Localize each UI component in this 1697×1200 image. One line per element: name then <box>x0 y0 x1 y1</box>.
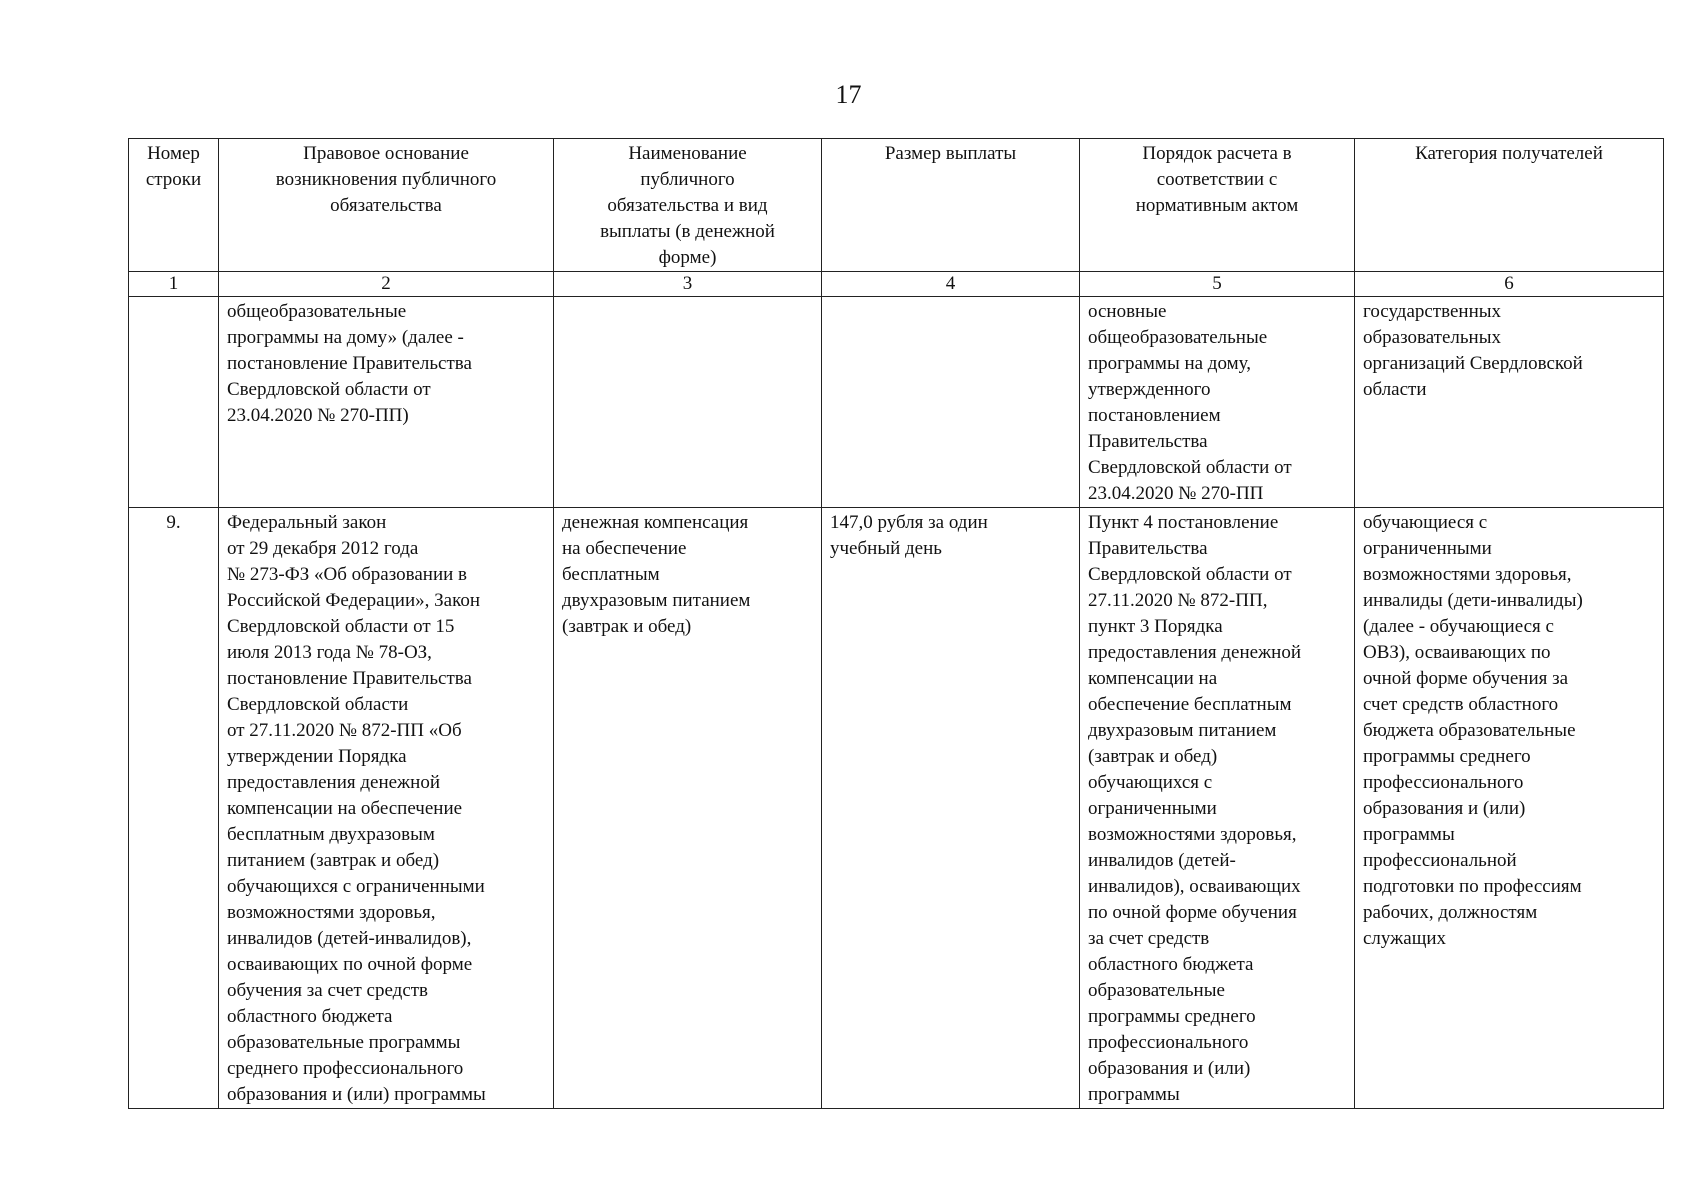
table-cell: основные общеобразовательные программы на дому, утвержденного постановлением Правительства Свердловской области от 23.04.2020 № 270-ПП <box>1080 297 1355 508</box>
table-cell: 9. <box>129 508 219 1109</box>
header-calculation-procedure: Порядок расчета в соответствии с нормативным актом <box>1080 139 1355 272</box>
header-row <box>129 139 1664 272</box>
table-cell: Федеральный закон от 29 декабря 2012 года № 273-ФЗ «Об образовании в Российской Федерации», Закон Свердловской области от 15 июля 2013 года № 78-ОЗ, постановление Правительства Свердловской области от 27.11.2020 № 872-ПП «Об утверждении Порядка предоставления денежной компенсации на обеспечение бесплатным двухразовым питанием (завтрак и обед) обучающихся с ограниченными возможностями здоровья, инвалидов (детей-инвалидов), осваивающих по очной форме обучения за счет средств областного бюджета образовательные программы среднего профессионального образования и (или) программы <box>219 508 554 1109</box>
header-obligation-name: Наименование публичного обязательства и вид выплаты (в денежной форме) <box>554 139 822 272</box>
table-cell: общеобразовательные программы на дому» (далее - постановление Правительства Свердловской области от 23.04.2020 № 270-ПП) <box>219 297 554 508</box>
table-cell: государственных образовательных организаций Свердловской области <box>1355 297 1664 508</box>
table-cell <box>129 297 219 508</box>
column-number: 1 <box>129 272 219 297</box>
column-number: 6 <box>1355 272 1664 297</box>
table-cell: обучающиеся с ограниченными возможностями здоровья, инвалиды (дети-инвалиды) (далее - обучающиеся с ОВЗ), осваивающих по очной форме обучения за счет средств областного бюджета образовательные программы среднего профессионального образования и (или) программы профессиональной подготовки по профессиям рабочих, должностям служащих <box>1355 508 1664 1109</box>
header-legal-basis: Правовое основание возникновения публичного обязательства <box>219 139 554 272</box>
column-number: 5 <box>1080 272 1355 297</box>
column-number: 2 <box>219 272 554 297</box>
table-row <box>129 508 1664 1109</box>
header-payment-amount: Размер выплаты <box>822 139 1080 272</box>
column-number-row <box>129 272 1664 297</box>
table-cell: Пункт 4 постановление Правительства Свердловской области от 27.11.2020 № 872-ПП, пункт 3 Порядка предоставления денежной компенсации на обеспечение бесплатным двухразовым питанием (завтрак и обед) обучающихся с ограниченными возможностями здоровья, инвалидов (детей- инвалидов), осваивающих по очной форме обучения за счет средств областного бюджета образовательные программы среднего профессионального образования и (или) программы <box>1080 508 1355 1109</box>
table-cell: денежная компенсация на обеспечение бесплатным двухразовым питанием (завтрак и обед) <box>554 508 822 1109</box>
table-cell <box>822 297 1080 508</box>
column-number: 3 <box>554 272 822 297</box>
obligations-table <box>128 138 1664 1109</box>
header-row-number: Номер строки <box>129 139 219 272</box>
table-row <box>129 297 1664 508</box>
page-number: 17 <box>835 80 862 109</box>
header-recipient-category: Категория получателей <box>1355 139 1664 272</box>
table-cell: 147,0 рубля за один учебный день <box>822 508 1080 1109</box>
column-number: 4 <box>822 272 1080 297</box>
table-cell <box>554 297 822 508</box>
